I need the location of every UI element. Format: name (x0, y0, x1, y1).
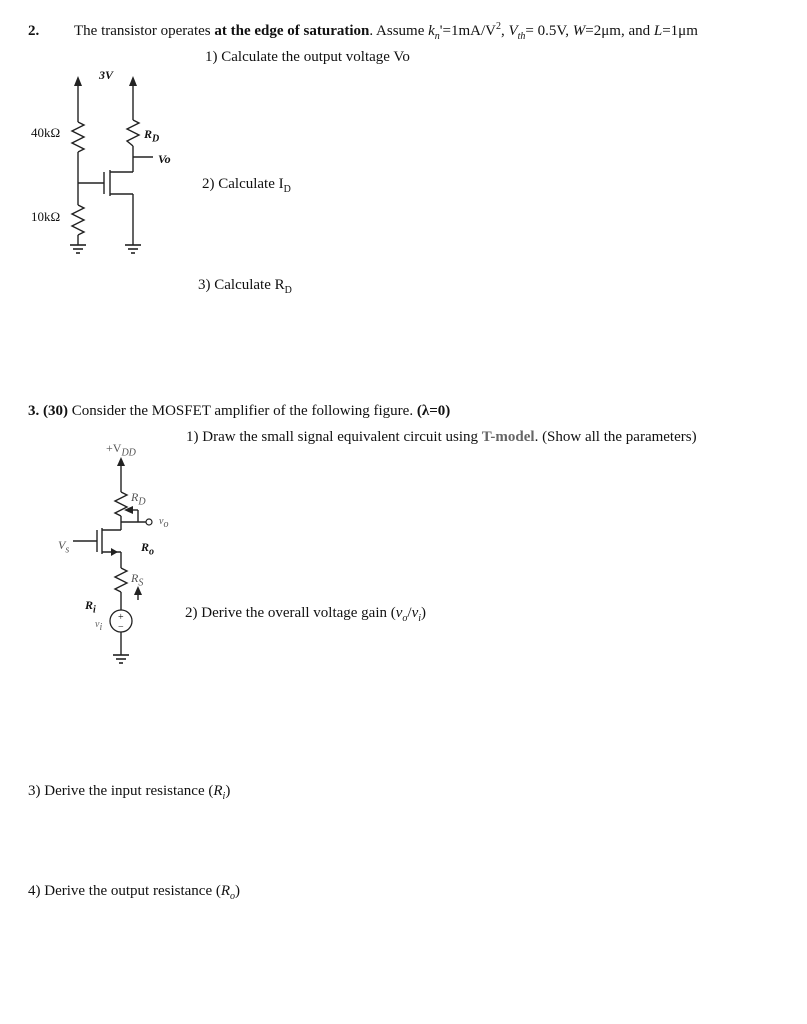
q2-number: 2. (28, 23, 40, 39)
q3-rd-resistor (115, 492, 127, 516)
q3-part3: 3) Derive the input resistance $(R_i)$ (28, 783, 231, 802)
q3-intro: 3. (30) Consider the MOSFET amplifier of the following figure. (λ=0) (28, 403, 451, 419)
q3-vs-label: $V_s$ (58, 538, 70, 556)
q2-rd-label: $R_D$ (144, 127, 160, 145)
q3-part4: 4) Derive the output resistance $(R_o)$ (28, 883, 241, 902)
q3-rs-resistor (115, 568, 127, 592)
q3-vo-label: vo (159, 516, 169, 530)
q2-vo-label: Vo (158, 152, 171, 166)
q3-voltage-source (110, 610, 132, 632)
q2-r1-label: 40kΩ (31, 125, 61, 140)
q3-ro-label: $R_o$ (141, 540, 155, 558)
q3-source-arrow (111, 548, 118, 556)
q3-part1: 1) Draw the small signal equivalent circuit using T-model. (Show all the parameters) (186, 429, 697, 445)
q3-rd-label: $R_D$ (131, 490, 146, 508)
q2-part2: 2) Calculate $I_D$ (202, 176, 291, 195)
q2-supply-label: 3V (99, 68, 114, 82)
q3-rs-label: $R_S$ (131, 571, 144, 589)
q3-part2: 2) Derive the overall voltage gain $(v_o/v_i)$ (185, 605, 427, 624)
q2-part1: 1) Calculate the output voltage Vo (205, 49, 410, 65)
q2-part3: 3) Calculate $R_D$ (198, 277, 292, 296)
q3-vdd-label: $+V_{DD}$ (106, 441, 136, 459)
q3-ground (113, 655, 129, 663)
q2-r2-label: 10kΩ (31, 209, 61, 224)
q3-ri-label: $R_i$ (85, 598, 96, 616)
q3-source-plus: + (118, 612, 124, 623)
q3-vdd-arrow (117, 457, 125, 466)
q2-intro: The transistor operates at the edge of saturation. Assume $k_n'=1mA/V^2$, $V_{th}= 0.5V$, W=2μm, and L=1μm (74, 21, 698, 42)
q3-vo-terminal (146, 519, 152, 525)
q3-ri-arrow (134, 586, 142, 595)
q3-source-minus: − (118, 622, 124, 633)
q3-vi-label: vi (95, 619, 103, 633)
